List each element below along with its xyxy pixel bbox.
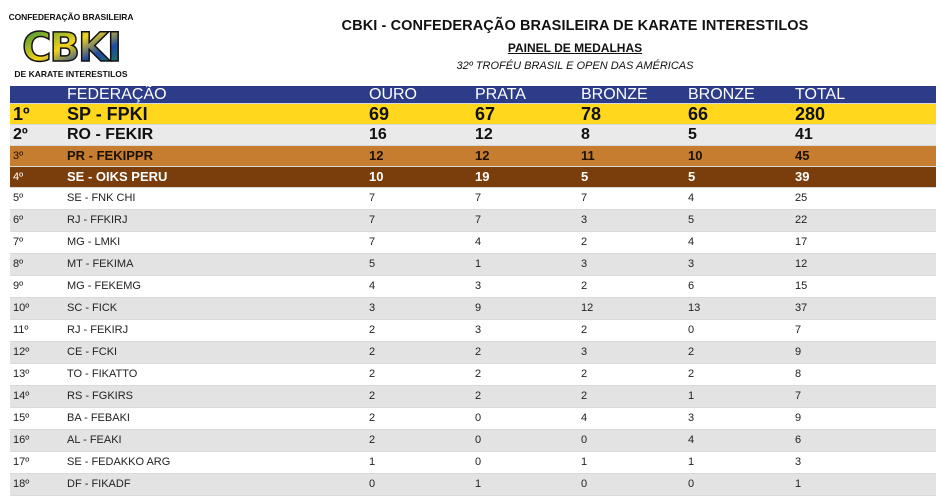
ouro-cell: 16 — [369, 126, 387, 143]
medal-table — [10, 86, 936, 496]
total-cell: 15 — [795, 280, 808, 292]
federation-cell: RJ - FEKIRJ — [67, 324, 129, 336]
table-header — [10, 86, 936, 104]
bronze-2-cell: 66 — [688, 104, 709, 124]
rank-cell: 4º — [13, 171, 24, 183]
prata-cell: 7 — [475, 192, 482, 204]
prata-cell: 7 — [475, 214, 482, 226]
rank-cell: 16º — [13, 434, 30, 446]
page-heading — [250, 18, 900, 72]
total-cell: 6 — [795, 434, 802, 446]
bronze-2-cell: 0 — [688, 478, 695, 490]
rank-cell: 9º — [13, 280, 24, 292]
svg-text:CBKI: CBKI — [22, 25, 120, 67]
bronze-2-cell: 4 — [688, 434, 695, 446]
federation-cell: PR - FEKIPPR — [67, 148, 153, 163]
total-cell: 17 — [795, 236, 808, 248]
bronze-1-cell: 5 — [581, 169, 589, 184]
bronze-1-cell: 2 — [581, 280, 588, 292]
prata-cell: 0 — [475, 412, 482, 424]
prata-cell: 1 — [475, 258, 482, 270]
rank-cell: 18º — [13, 478, 30, 490]
total-cell: 22 — [795, 214, 808, 226]
table-row — [10, 254, 936, 276]
ouro-cell: 7 — [369, 192, 376, 204]
federation-cell: SP - FPKI — [67, 104, 148, 124]
table-row — [10, 386, 936, 408]
bronze-2-cell: 13 — [688, 302, 701, 314]
table-body — [10, 104, 936, 496]
ouro-cell: 69 — [369, 104, 390, 124]
prata-cell: 67 — [475, 104, 496, 124]
prata-cell: 3 — [475, 324, 482, 336]
total-cell: 8 — [795, 368, 802, 380]
rank-cell: 7º — [13, 236, 24, 248]
bronze-1-cell: 3 — [581, 214, 588, 226]
federation-cell: SE - OIKS PERU — [67, 169, 168, 184]
bronze-2-cell: 4 — [688, 192, 695, 204]
table-row — [10, 452, 936, 474]
bronze-2-cell: 1 — [688, 456, 695, 468]
total-cell: 45 — [795, 148, 810, 163]
bronze-1-cell: 0 — [581, 434, 588, 446]
prata-cell: 2 — [475, 368, 482, 380]
prata-cell: 9 — [475, 302, 482, 314]
prata-cell: 19 — [475, 169, 490, 184]
ouro-cell: 2 — [369, 324, 376, 336]
event-name: 32º TROFÉU BRASIL E OPEN DAS AMÉRICAS — [456, 60, 694, 72]
bronze-1-cell: 3 — [581, 258, 588, 270]
prata-cell: 0 — [475, 456, 482, 468]
federation-cell: RO - FEKIR — [67, 126, 154, 143]
bronze-2-cell: 5 — [688, 169, 696, 184]
rank-cell: 17º — [13, 456, 30, 468]
col-header-total: TOTAL — [795, 86, 846, 103]
ouro-cell: 2 — [369, 390, 376, 402]
total-cell: 9 — [795, 346, 802, 358]
federation-cell: TO - FIKATTO — [67, 368, 138, 380]
rank-cell: 1º — [13, 104, 30, 124]
bronze-2-cell: 5 — [688, 214, 695, 226]
bronze-1-cell: 11 — [581, 148, 595, 163]
cbki-logo-mark — [12, 23, 130, 67]
ouro-cell: 4 — [369, 280, 376, 292]
col-header-federacao: FEDERAÇÃO — [67, 86, 167, 103]
bronze-1-cell: 12 — [581, 302, 594, 314]
total-cell: 9 — [795, 412, 802, 424]
bronze-2-cell: 2 — [688, 346, 695, 358]
bronze-1-cell: 8 — [581, 126, 590, 143]
table-row — [10, 430, 936, 452]
ouro-cell: 2 — [369, 346, 376, 358]
total-cell: 37 — [795, 302, 808, 314]
ouro-cell: 3 — [369, 302, 376, 314]
table-row — [10, 125, 936, 146]
bronze-2-cell: 3 — [688, 258, 695, 270]
federation-cell: MG - FEKEMG — [67, 280, 141, 292]
bronze-2-cell: 6 — [688, 280, 695, 292]
table-row — [10, 408, 936, 430]
bronze-2-cell: 3 — [688, 412, 695, 424]
page-title: CBKI - CONFEDERAÇÃO BRASILEIRA DE KARATE INTERESTILOS — [341, 18, 809, 34]
cbki-logo — [8, 12, 134, 82]
total-cell: 7 — [795, 324, 802, 336]
table-row — [10, 276, 936, 298]
rank-cell: 11º — [13, 324, 29, 336]
federation-cell: CE - FCKI — [67, 346, 118, 358]
bronze-1-cell: 2 — [581, 324, 588, 336]
table-row — [10, 104, 936, 125]
ouro-cell: 10 — [369, 169, 384, 184]
rank-cell: 5º — [13, 192, 24, 204]
ouro-cell: 2 — [369, 412, 376, 424]
table-row — [10, 320, 936, 342]
rank-cell: 13º — [13, 368, 30, 380]
total-cell: 25 — [795, 192, 808, 204]
table-row — [10, 298, 936, 320]
bronze-2-cell: 4 — [688, 236, 695, 248]
rank-cell: 6º — [13, 214, 24, 226]
rank-cell: 15º — [13, 412, 30, 424]
bronze-2-cell: 2 — [688, 368, 695, 380]
prata-cell: 1 — [475, 478, 482, 490]
table-row — [10, 342, 936, 364]
prata-cell: 2 — [475, 346, 482, 358]
federation-cell: RJ - FFKIRJ — [67, 214, 128, 226]
prata-cell: 12 — [475, 148, 490, 163]
logo-top-text: CONFEDERAÇÃO BRASILEIRA — [8, 12, 134, 22]
bronze-2-cell: 5 — [688, 126, 697, 143]
col-header-bronze-2: BRONZE — [688, 86, 755, 103]
federation-cell: AL - FEAKI — [67, 434, 122, 446]
total-cell: 12 — [795, 258, 808, 270]
table-row — [10, 188, 936, 210]
total-cell: 280 — [795, 104, 826, 124]
bronze-1-cell: 7 — [581, 192, 588, 204]
rank-cell: 2º — [13, 126, 28, 143]
total-cell: 3 — [795, 456, 802, 468]
bronze-1-cell: 2 — [581, 236, 588, 248]
total-cell: 1 — [795, 478, 802, 490]
rank-cell: 8º — [13, 258, 24, 270]
total-cell: 39 — [795, 169, 810, 184]
col-header-bronze-1: BRONZE — [581, 86, 648, 103]
bronze-1-cell: 78 — [581, 104, 602, 124]
federation-cell: MG - LMKI — [67, 236, 121, 248]
ouro-cell: 12 — [369, 148, 384, 163]
federation-cell: SE - FNK CHI — [67, 192, 136, 204]
page-subtitle: PAINEL DE MEDALHAS — [507, 41, 643, 55]
prata-cell: 12 — [475, 126, 493, 143]
col-header-ouro: OURO — [369, 86, 417, 103]
rank-cell: 3º — [13, 150, 24, 162]
col-header-prata: PRATA — [475, 86, 526, 103]
bronze-2-cell: 1 — [688, 390, 695, 402]
ouro-cell: 1 — [369, 456, 376, 468]
federation-cell: DF - FIKADF — [67, 478, 131, 490]
prata-cell: 0 — [475, 434, 482, 446]
federation-cell: SC - FICK — [67, 302, 118, 314]
ouro-cell: 2 — [369, 434, 376, 446]
bronze-1-cell: 1 — [581, 456, 588, 468]
federation-cell: SE - FEDAKKO ARG — [67, 456, 171, 468]
total-cell: 7 — [795, 390, 802, 402]
table-row — [10, 364, 936, 386]
table-row — [10, 232, 936, 254]
prata-cell: 2 — [475, 390, 482, 402]
prata-cell: 3 — [475, 280, 482, 292]
bronze-1-cell: 0 — [581, 478, 588, 490]
ouro-cell: 2 — [369, 368, 376, 380]
bronze-2-cell: 0 — [688, 324, 695, 336]
federation-cell: RS - FGKIRS — [67, 390, 134, 402]
rank-cell: 14º — [13, 390, 30, 402]
federation-cell: MT - FEKIMA — [67, 258, 134, 270]
table-row — [10, 146, 936, 167]
rank-cell: 12º — [13, 346, 30, 358]
bronze-2-cell: 10 — [688, 148, 703, 163]
table-row — [10, 210, 936, 232]
ouro-cell: 0 — [369, 478, 376, 490]
bronze-1-cell: 2 — [581, 368, 588, 380]
prata-cell: 4 — [475, 236, 482, 248]
bronze-1-cell: 3 — [581, 346, 588, 358]
bronze-1-cell: 2 — [581, 390, 588, 402]
ouro-cell: 7 — [369, 214, 376, 226]
table-row — [10, 167, 936, 188]
table-row — [10, 474, 936, 496]
total-cell: 41 — [795, 126, 813, 143]
ouro-cell: 7 — [369, 236, 376, 248]
rank-cell: 10º — [13, 302, 30, 314]
bronze-1-cell: 4 — [581, 412, 588, 424]
logo-bottom-text: DE KARATE INTERESTILOS — [14, 69, 128, 79]
ouro-cell: 5 — [369, 258, 376, 270]
federation-cell: BA - FEBAKI — [67, 412, 130, 424]
